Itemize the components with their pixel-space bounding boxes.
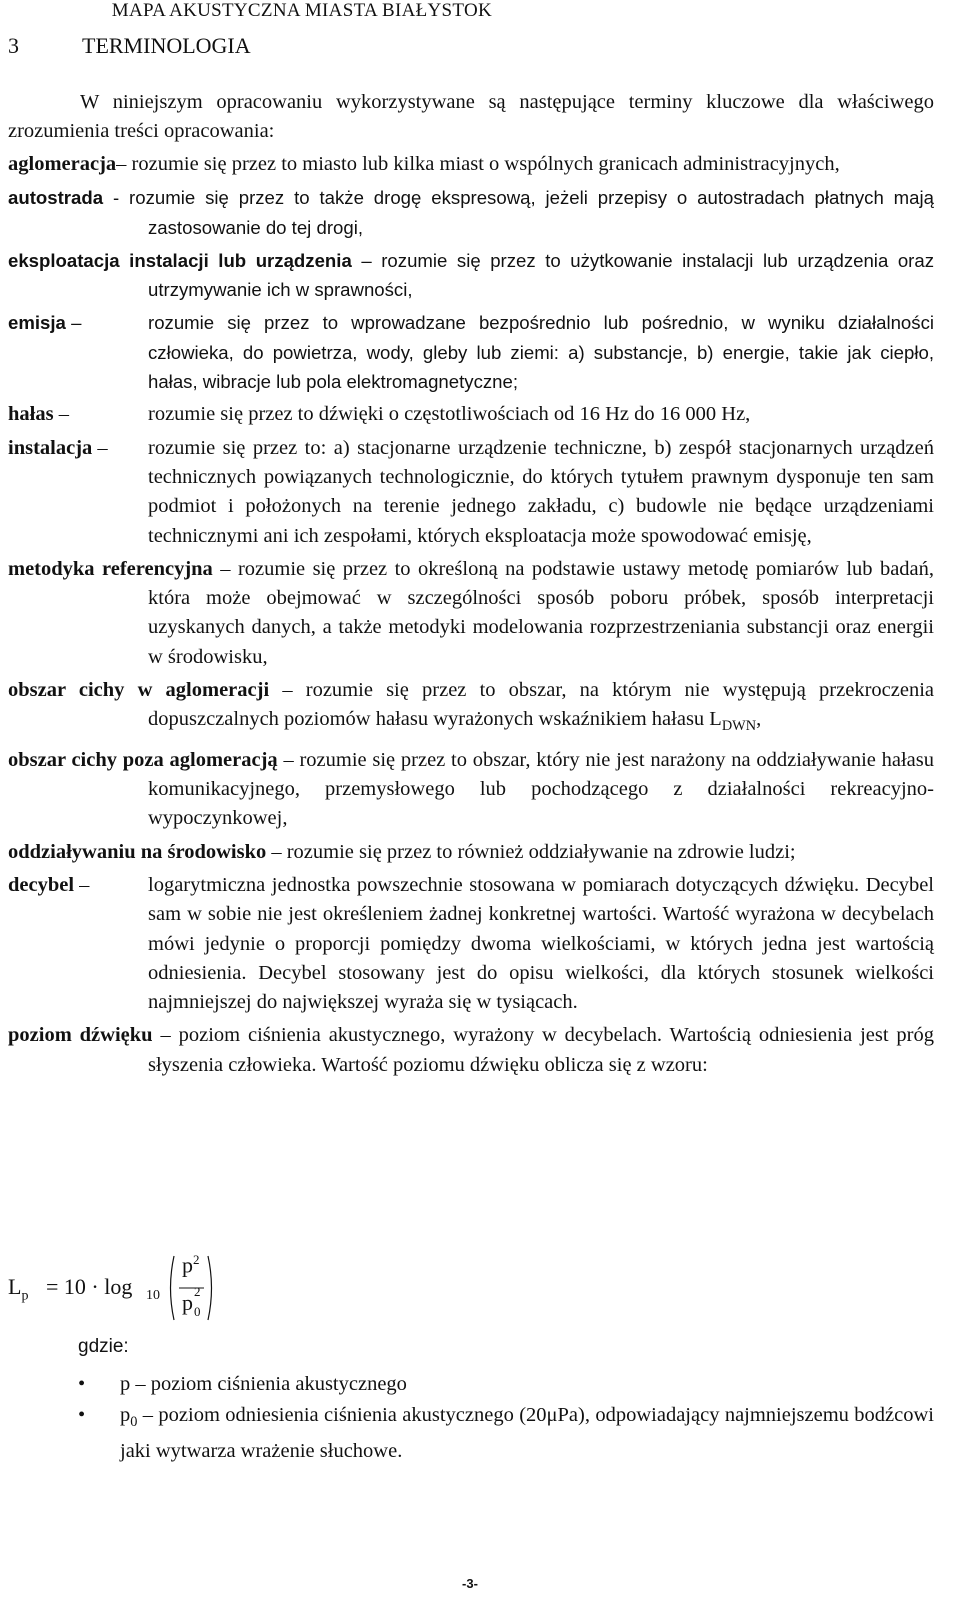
term-definition: rozumie się przez to dźwięki o częstotliwościach od 16 Hz do 16 000 Hz,: [148, 403, 751, 426]
left-paren: [171, 1256, 175, 1320]
term-definition: poziom ciśnienia akustycznego, wyrażony w decybelach. Wartością odniesienia jest próg słyszenia człowieka. Wartość poziomu dźwięku oblicza się z wzoru:: [148, 1024, 935, 1076]
term-decybel: [8, 871, 934, 1017]
term-definition: rozumie się przez to: a) stacjonarne urządzenie techniczne, b) zespół stacjonarnych urządzeń technicznych powiązanych technologicznie, do których tytułem prawnym dysponuje ten sam podmiot i położonych na terenie jednego zakładu, c) budowle nie będące urządzeniami technicznymi ani ich zespołami, których eksploatacja może spowodować emisję,: [148, 436, 934, 547]
term-label: emisja –: [8, 312, 82, 334]
term-halas: [8, 400, 934, 429]
term-instalacja: [8, 434, 934, 551]
definitions-list: [78, 1370, 934, 1468]
sound-level-formula: $L_p$ = 10 · log 10 $p^2$ p 2 0: [8, 1248, 308, 1328]
term-label: metodyka referencyjna: [8, 557, 213, 580]
term-oddzialywanie: oddziaływaniu na środowisko – rozumie się przez to również oddziaływanie na zdrowie ludzi;: [8, 840, 796, 863]
term-definition: rozumie się przez to również oddziaływanie na zdrowie ludzi;: [286, 840, 796, 863]
bullet-icon: •: [78, 1404, 86, 1426]
term-label: obszar cichy w aglomeracji: [8, 679, 270, 702]
definition-item: • $p_0$ – poziom odniesienia ciśnienia akustycznego (20μPa), odpowiadający najmniejszemu bodźcowi jaki wytwarza wrażenie słuchowe.: [78, 1401, 934, 1466]
section-title: TERMINOLOGIA: [82, 33, 251, 58]
formula-operator: = 10 · log: [46, 1274, 133, 1299]
bullet-icon: •: [78, 1373, 86, 1395]
term-label: oddziaływaniu na środowisko: [8, 840, 267, 863]
term-label: instalacja –: [8, 436, 108, 459]
section-number: 3: [8, 33, 19, 58]
term-label: obszar cichy poza aglomeracją: [8, 748, 278, 771]
terms-list: [8, 150, 934, 1084]
page-number: -3-: [462, 1576, 478, 1591]
term-definition: rozumie się przez to miasto lub kilka miast o wspólnych granicach administracyjnych,: [131, 153, 840, 175]
term-label: aglomeracja: [8, 153, 117, 175]
term-definition: rozumie się przez to obszar, który nie jest narażony na oddziaływanie hałasu komunikacyjnego, przemysłowego lub pochodzącego z działalności rekreacyjno-wypoczynkowej,: [148, 748, 935, 830]
formula-lhs: L: [8, 1274, 22, 1299]
term-definition: rozumie się przez to obszar, na którym nie występują przekroczenia dopuszczalnych poziomów hałasu wyrażonych wskaźnikiem hałasu L: [148, 679, 934, 731]
term-poziom-dzwieku: poziom dźwięku – poziom ciśnienia akustycznego, wyrażony w decybelach. Wartością odniesienia jest próg słyszenia człowieka. Wartość poziomu dźwięku oblicza się z wzoru:: [8, 1024, 935, 1076]
term-label: hałas –: [8, 403, 69, 426]
term-emisja: [8, 308, 934, 396]
intro-paragraph: W niniejszym opracowaniu wykorzystywane są następujące terminy kluczowe dla właściwego zrozumienia treści opracowania:: [8, 91, 934, 142]
formula-numerator: p: [182, 1252, 193, 1278]
term-definition: rozumie się przez to określoną na podstawie ustawy metodę pomiarów lub badań, która może obejmować w szczególności sposób poboru próbek, sposób interpretacji uzyskanych danych, a także metodyki modelowania rozprzestrzeniania substancji oraz energii w środowisku,: [148, 557, 935, 668]
index-subscript: DWN: [721, 718, 757, 735]
term-label: poziom dźwięku: [8, 1024, 153, 1047]
term-definition: rozumie się przez to także drogę ekspresową, jeżeli przepisy o autostradach płatnych mają zastosowanie do tej drogi,: [129, 187, 934, 238]
term-definition: rozumie się przez to wprowadzane bezpośrednio lub pośrednio, w wyniku działalności człowieka, do powietrza, wody, gleby lub ziemi: a) substancje, b) energie, takie jak ciepło, hałas, wibracje lub pola elektromagnetyczne;: [148, 312, 934, 393]
term-aglomeracja: aglomeracja– rozumie się przez to miasto lub kilka miast o wspólnych granicach administracyjnych,: [8, 153, 840, 175]
where-label: gdzie:: [78, 1336, 129, 1357]
term-definition: logarytmiczna jednostka powszechnie stosowana w pomiarach dotyczących dźwięku. Decybel sam w sobie nie jest określeniem żadnej konkretnej wartości. Wartość wyrażona w decybelach mówi jedynie o proporcji pomiędzy dwoma wielkościami, w których jedna jest wartością odniesienia. Decybel stosowany jest do opisu wielkości, dla których stosunek wielkości najmniejszej do największej wyraża się w tysiącach.: [148, 873, 934, 1014]
term-autostrada: autostrada - rozumie się przez to także drogę ekspresową, jeżeli przepisy o autostradach płatnych mają zastosowanie do tej drogi,: [8, 187, 934, 238]
right-paren: [208, 1256, 212, 1320]
term-metodyka-referencyjna: metodyka referencyjna – rozumie się przez to określoną na podstawie ustawy metodę pomiarów lub badań, która może obejmować w szczególności sposób poboru próbek, sposób interpretacji uzyskanych danych, a także metodyki modelowania rozprzestrzeniania substancji oraz energii w środowisku,: [8, 557, 935, 668]
term-definition: rozumie się przez to użytkowanie instalacji lub urządzenia oraz utrzymywanie ich w sprawności,: [148, 249, 934, 301]
term-obszar-cichy-w-aglomeracji: obszar cichy w aglomeracji – rozumie się przez to obszar, na którym nie występują przekroczenia dopuszczalnych poziomów hałasu wyrażonych wskaźnikiem hałasu $L_{DWN}$,: [8, 679, 934, 735]
formula-log-base: 10: [146, 1288, 160, 1303]
term-label: autostrada: [8, 187, 104, 209]
section-heading: [8, 33, 251, 59]
term-label: eksploatacja instalacji lub urządzenia: [8, 249, 352, 271]
running-header: MAPA AKUSTYCZNA MIASTA BIAŁYSTOK: [111, 0, 492, 21]
formula-denominator: p: [182, 1290, 193, 1315]
definition-item: • p – poziom ciśnienia akustycznego: [78, 1370, 934, 1399]
term-label: decybel –: [8, 873, 90, 896]
term-eksploatacja: eksploatacja instalacji lub urządzenia – rozumie się przez to użytkowanie instalacji lub urządzenia oraz utrzymywanie ich w sprawności,: [8, 249, 934, 301]
term-obszar-cichy-poza-aglomeracja: obszar cichy poza aglomeracją – rozumie się przez to obszar, który nie jest narażony na oddziaływanie hałasu komunikacyjnego, przemysłowego lub pochodzącego z działalności rekreacyjno-wypoczynkowej,: [8, 748, 935, 830]
